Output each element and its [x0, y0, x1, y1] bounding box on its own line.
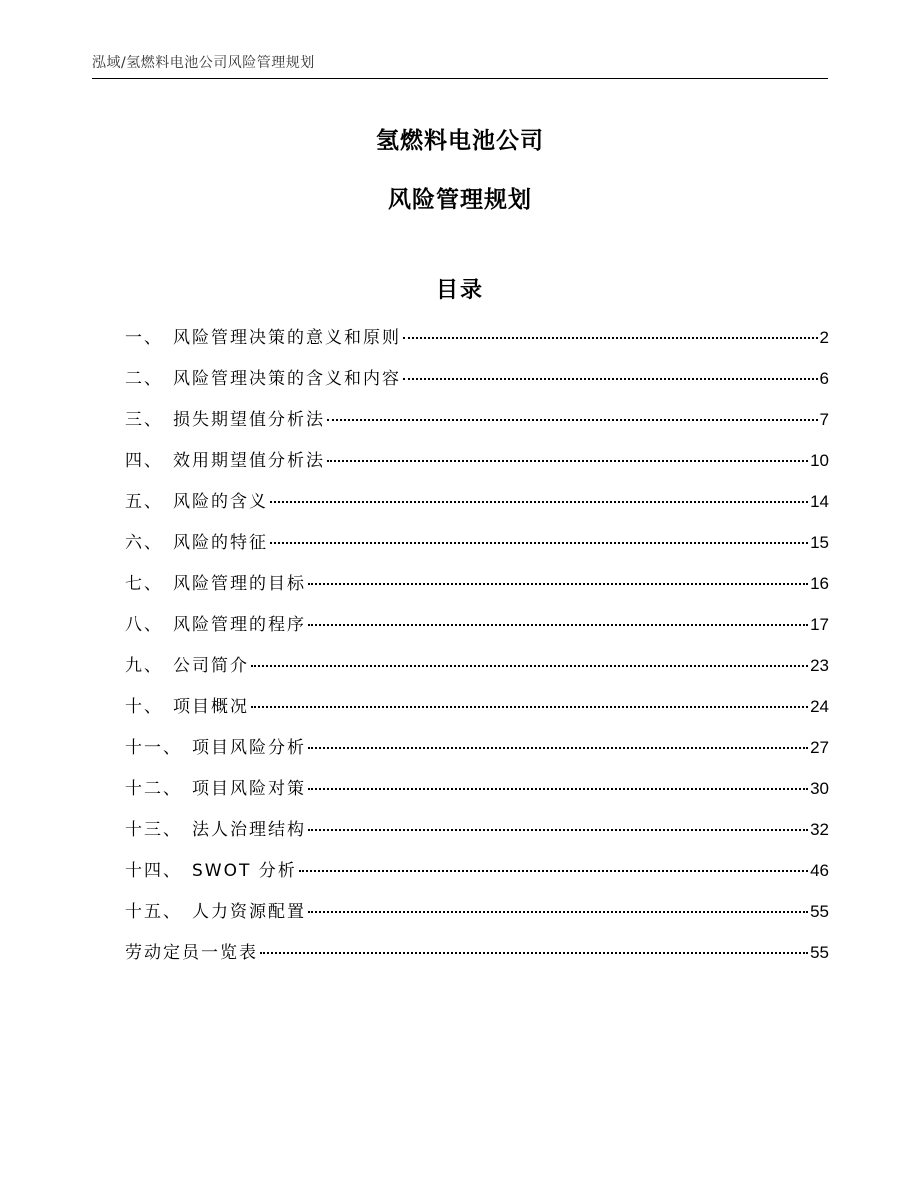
- toc-entry[interactable]: [125, 364, 829, 405]
- toc-entry-number: 十三、: [125, 820, 182, 840]
- toc-heading: 目录: [435, 278, 484, 303]
- toc-entry-number: 十四、: [125, 861, 182, 881]
- toc-entry-page: 2: [819, 328, 829, 347]
- toc-entry-label: 风险管理的程序: [173, 615, 306, 635]
- toc-entry[interactable]: [125, 815, 829, 856]
- toc-entry-label: 效用期望值分析法: [173, 451, 325, 471]
- toc-entry-page: 32: [810, 820, 829, 839]
- toc-entry-page: 10: [810, 451, 829, 470]
- toc-entry-number: 十、: [125, 697, 163, 717]
- toc-entry-label: 公司简介: [173, 656, 249, 676]
- toc-entry[interactable]: [125, 405, 829, 446]
- toc-leader-dots: [270, 501, 808, 503]
- toc-leader-dots: [327, 419, 818, 421]
- toc-entry-label: 风险的特征: [173, 533, 268, 553]
- document-title-line1: 氢燃料电池公司: [376, 128, 544, 154]
- toc-entry-page: 27: [810, 738, 829, 757]
- toc-entry[interactable]: [125, 323, 829, 364]
- toc-leader-dots: [308, 747, 808, 749]
- toc-entry-label: 风险管理决策的含义和内容: [173, 369, 401, 389]
- toc-entry-number: 九、: [125, 656, 163, 676]
- toc-entry[interactable]: [125, 774, 829, 815]
- toc-entry[interactable]: [125, 446, 829, 487]
- toc-entry-label: 风险管理的目标: [173, 574, 306, 594]
- toc-entry-page: 55: [810, 943, 829, 962]
- toc-leader-dots: [251, 706, 808, 708]
- toc-leader-dots: [270, 542, 808, 544]
- toc-leader-dots: [308, 583, 808, 585]
- toc-entry-page: 7: [819, 410, 829, 429]
- table-of-contents: [125, 323, 829, 979]
- toc-entry[interactable]: [125, 938, 829, 979]
- toc-entry[interactable]: [125, 733, 829, 774]
- toc-entry-page: 46: [810, 861, 829, 880]
- toc-entry-page: 30: [810, 779, 829, 798]
- toc-entry[interactable]: [125, 610, 829, 651]
- toc-leader-dots: [403, 378, 818, 380]
- toc-entry-number: 一、: [125, 328, 163, 348]
- toc-entry-label: 风险的含义: [173, 492, 268, 512]
- toc-entry-number: 五、: [125, 492, 163, 512]
- toc-leader-dots: [327, 460, 808, 462]
- toc-entry-label: 项目风险分析: [192, 738, 306, 758]
- toc-entry-label: 法人治理结构: [192, 820, 306, 840]
- toc-entry-number: 四、: [125, 451, 163, 471]
- toc-entry-number: 十二、: [125, 779, 182, 799]
- toc-entry-label: 项目风险对策: [192, 779, 306, 799]
- document-title-line2: 风险管理规划: [388, 187, 532, 213]
- toc-entry-number: 十一、: [125, 738, 182, 758]
- toc-leader-dots: [403, 337, 818, 339]
- toc-entry-label: 劳动定员一览表: [125, 943, 258, 963]
- toc-leader-dots: [299, 870, 808, 872]
- toc-entry-page: 24: [810, 697, 829, 716]
- toc-entry-number: 二、: [125, 369, 163, 389]
- toc-entry-label: 人力资源配置: [192, 902, 306, 922]
- toc-entry-page: 17: [810, 615, 829, 634]
- toc-leader-dots: [308, 624, 808, 626]
- toc-entry-page: 55: [810, 902, 829, 921]
- toc-entry[interactable]: [125, 856, 829, 897]
- running-header: 泓域/氢燃料电池公司风险管理规划: [92, 52, 828, 79]
- toc-entry-number: 三、: [125, 410, 163, 430]
- toc-entry[interactable]: [125, 897, 829, 938]
- toc-entry-number: 十五、: [125, 902, 182, 922]
- toc-entry-number: 六、: [125, 533, 163, 553]
- toc-entry[interactable]: [125, 692, 829, 733]
- toc-leader-dots: [260, 952, 808, 954]
- toc-leader-dots: [308, 788, 808, 790]
- toc-leader-dots: [308, 829, 808, 831]
- toc-entry[interactable]: [125, 569, 829, 610]
- toc-entry[interactable]: [125, 651, 829, 692]
- toc-entry-label: SWOT 分析: [192, 861, 297, 881]
- toc-entry-label: 损失期望值分析法: [173, 410, 325, 430]
- toc-entry[interactable]: [125, 528, 829, 569]
- toc-leader-dots: [251, 665, 808, 667]
- toc-leader-dots: [308, 911, 808, 913]
- toc-entry-page: 15: [810, 533, 829, 552]
- toc-entry-label: 项目概况: [173, 697, 249, 717]
- toc-entry-number: 七、: [125, 574, 163, 594]
- toc-entry-page: 16: [810, 574, 829, 593]
- toc-entry-number: 八、: [125, 615, 163, 635]
- toc-entry-page: 6: [819, 369, 829, 388]
- toc-entry[interactable]: [125, 487, 829, 528]
- toc-entry-page: 14: [810, 492, 829, 511]
- toc-entry-label: 风险管理决策的意义和原则: [173, 328, 401, 348]
- toc-entry-page: 23: [810, 656, 829, 675]
